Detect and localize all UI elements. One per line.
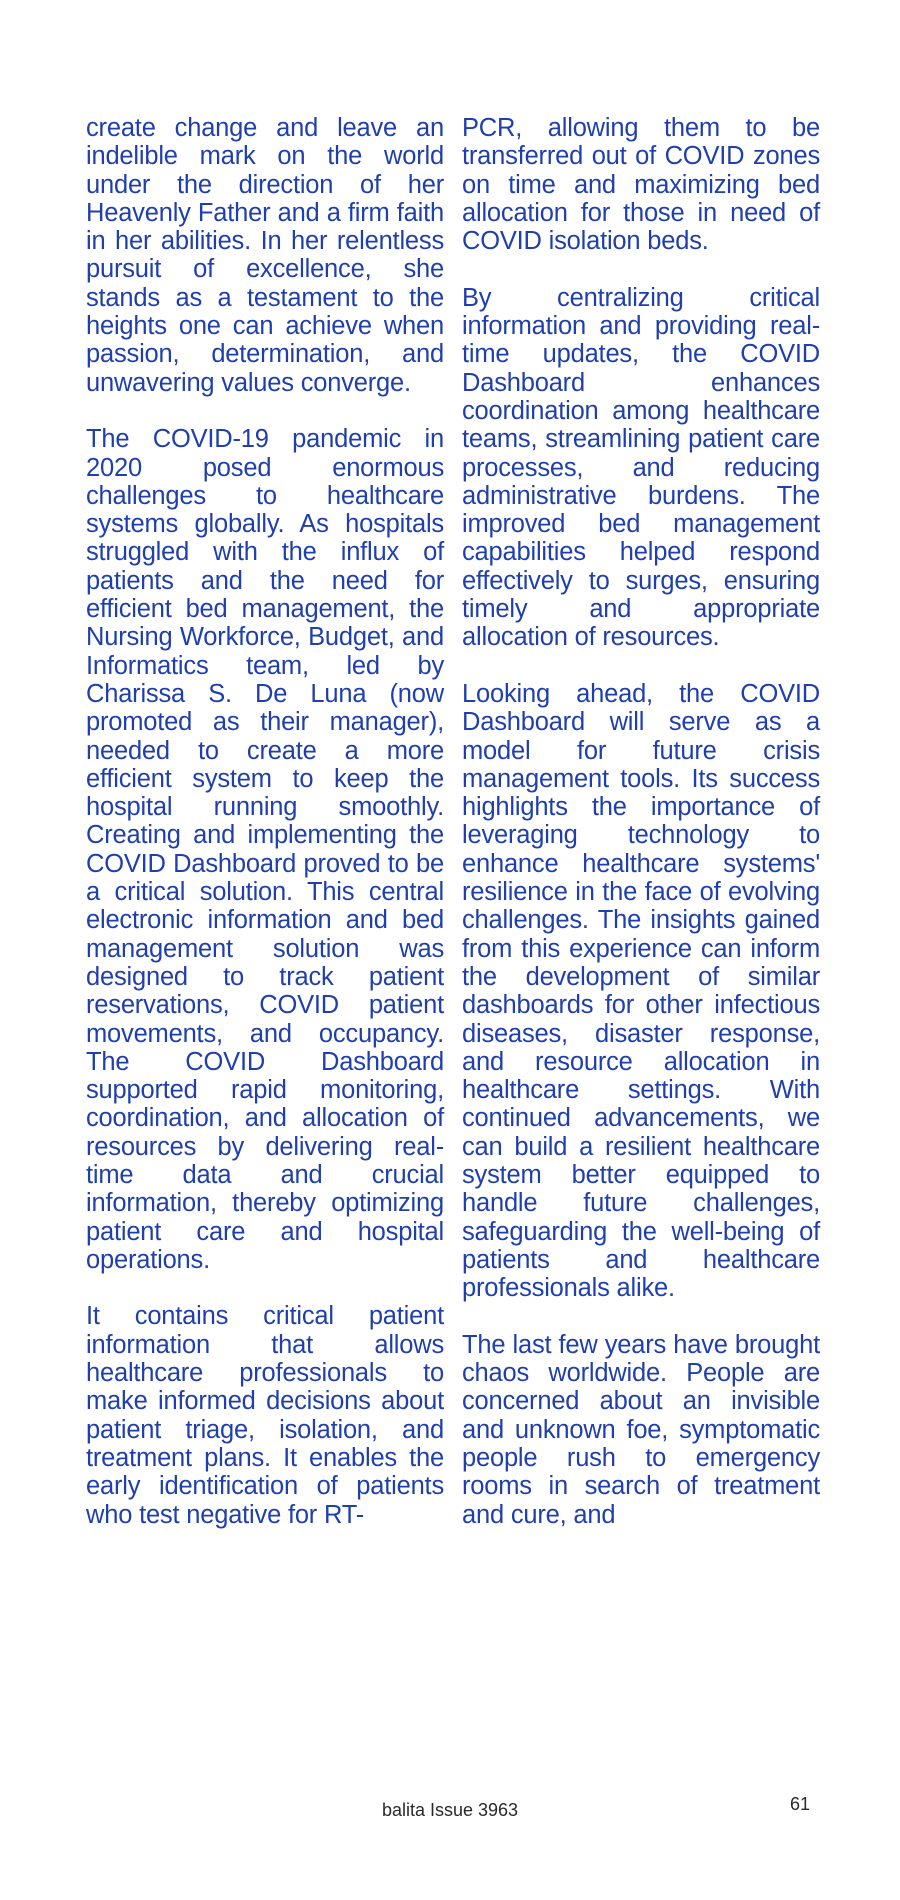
body-paragraph: It contains critical patient information that allows healthcare professionals to make informed decisions about patient triage, isolation, and treatment plans. It enables the early identification of patients who test negative for RT- — [86, 1302, 444, 1529]
body-paragraph: The COVID-19 pandemic in 2020 posed enormous challenges to healthcare systems globally. As hospitals struggled with the influx of patients and the need for efficient bed management, the Nursing Workforce, Budget, and Informatics team, led by Charissa S. De Luna (now promoted as their manager), needed to create a more efficient system to keep the hospital running smoothly. Creating and implementing the COVID Dashboard proved to be a critical solution. This central electronic information and bed management solution was designed to track patient reservations, COVID patient movements, and occupancy. The COVID Dashboard supported rapid monitoring, coordination, and allocation of resources by delivering real-time data and crucial information, thereby optimizing patient care and hospital operations. — [86, 425, 444, 1274]
body-paragraph: create change and leave an indelible mark on the world under the direction of her Heavenly Father and a firm faith in her abilities. In her relentless pursuit of excellence, she stands as a testament to the heights one can achieve when passion, determination, and unwavering values converge. — [86, 114, 444, 397]
body-paragraph: Looking ahead, the COVID Dashboard will serve as a model for future crisis management tools. Its success highlights the importance of leveraging technology to enhance healthcare systems' resilience in the face of evolving challenges. The insights gained from this experience can inform the development of similar dashboards for other infectious diseases, disaster response, and resource allocation in healthcare settings. With continued advancements, we can build a resilient healthcare system better equipped to handle future challenges, safeguarding the well-being of patients and healthcare professionals alike. — [462, 679, 820, 1303]
body-paragraph: By centralizing critical information and providing real-time updates, the COVID Dashboard enhances coordination among healthcare teams, streamlining patient care processes, and reducing administrative burdens. The improved bed management capabilities helped respond effectively to surges, ensuring timely and appropriate allocation of resources. — [462, 283, 820, 652]
right-column — [462, 114, 820, 1529]
page-number: 61 — [790, 1794, 811, 1814]
body-paragraph: The last few years have brought chaos worldwide. People are concerned about an invisible and unknown foe, symptomatic people rush to emergency rooms in search of treatment and cure, and — [462, 1330, 820, 1529]
body-paragraph: PCR, allowing them to be transferred out of COVID zones on time and maximizing bed allocation for those in need of COVID isolation beds. — [462, 114, 820, 256]
left-column — [86, 114, 444, 1529]
footer-publication: balita Issue 3963 — [381, 1800, 519, 1820]
